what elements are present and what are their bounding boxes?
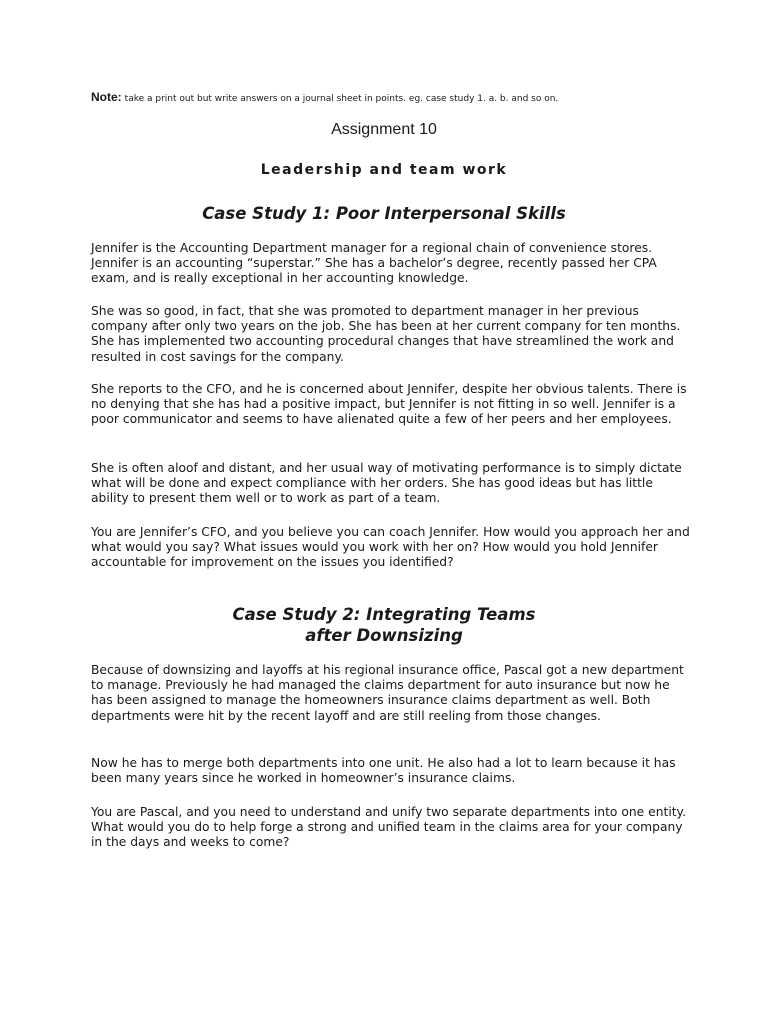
case2-paragraph-3: You are Pascal, and you need to understand and unify two separate departments into one entity. What would you do to help forge a strong and unified team in the claims area for your company in the days and weeks to come? bbox=[91, 805, 686, 850]
note-text: take a print out but write answers on a journal sheet in points. eg. case study 1. a. b. and so on. bbox=[124, 94, 559, 104]
document-subtitle: Leadership and team work bbox=[260, 162, 508, 178]
case2-paragraph-1: Because of downsizing and layoffs at his regional insurance office, Pascal got a new department to manage. Previously he had managed the claims department for auto insurance but now he has been assigned to manage the homeowners insurance claims department as well. Both departments were hit by the recent layoff and are still reeling from those changes. bbox=[91, 663, 684, 723]
case1-paragraph-2: She was so good, in fact, that she was promoted to department manager in her previous company after only two years on the job. She has been at her current company for ten months. She has implemented two accounting procedural changes that have streamlined the work and resulted in cost savings for the company. bbox=[91, 304, 681, 364]
case-study-2-heading bbox=[0, 604, 768, 646]
assignment-title: Assignment 10 bbox=[331, 121, 437, 138]
case1-paragraph-5: You are Jennifer’s CFO, and you believe you can coach Jennifer. How would you approach her and what would you say? What issues would you work with her on? How would you hold Jennifer accountable for improvement on the issues you identified? bbox=[91, 525, 690, 570]
case1-paragraph-4: She is often aloof and distant, and her usual way of motivating performance is to simply dictate what will be done and expect compliance with her orders. She has good ideas but has little ability to present them well or to work as part of a team. bbox=[91, 461, 682, 506]
note-line bbox=[91, 90, 558, 104]
case2-paragraph-2: Now he has to merge both departments into one unit. He also had a lot to learn because it has been many years since he worked in homeowner’s insurance claims. bbox=[91, 756, 676, 786]
case-study-1-heading: Case Study 1: Poor Interpersonal Skills bbox=[202, 204, 566, 223]
case1-paragraph-1: Jennifer is the Accounting Department manager for a regional chain of convenience stores. Jennifer is an accounting “superstar.” She has a bachelor’s degree, recently passed her CPA exam, and is really exceptional in her accounting knowledge. bbox=[91, 241, 657, 286]
case1-paragraph-3: She reports to the CFO, and he is concerned about Jennifer, despite her obvious talents. There is no denying that she has had a positive impact, but Jennifer is not fitting in so well. Jennifer is a poor communicator and seems to have alienated quite a few of her peers and her employees. bbox=[91, 382, 687, 427]
note-label: Note: bbox=[91, 90, 122, 104]
case2-heading-line-2: after Downsizing bbox=[305, 626, 463, 645]
case2-heading-line-1: Case Study 2: Integrating Teams bbox=[232, 605, 536, 624]
